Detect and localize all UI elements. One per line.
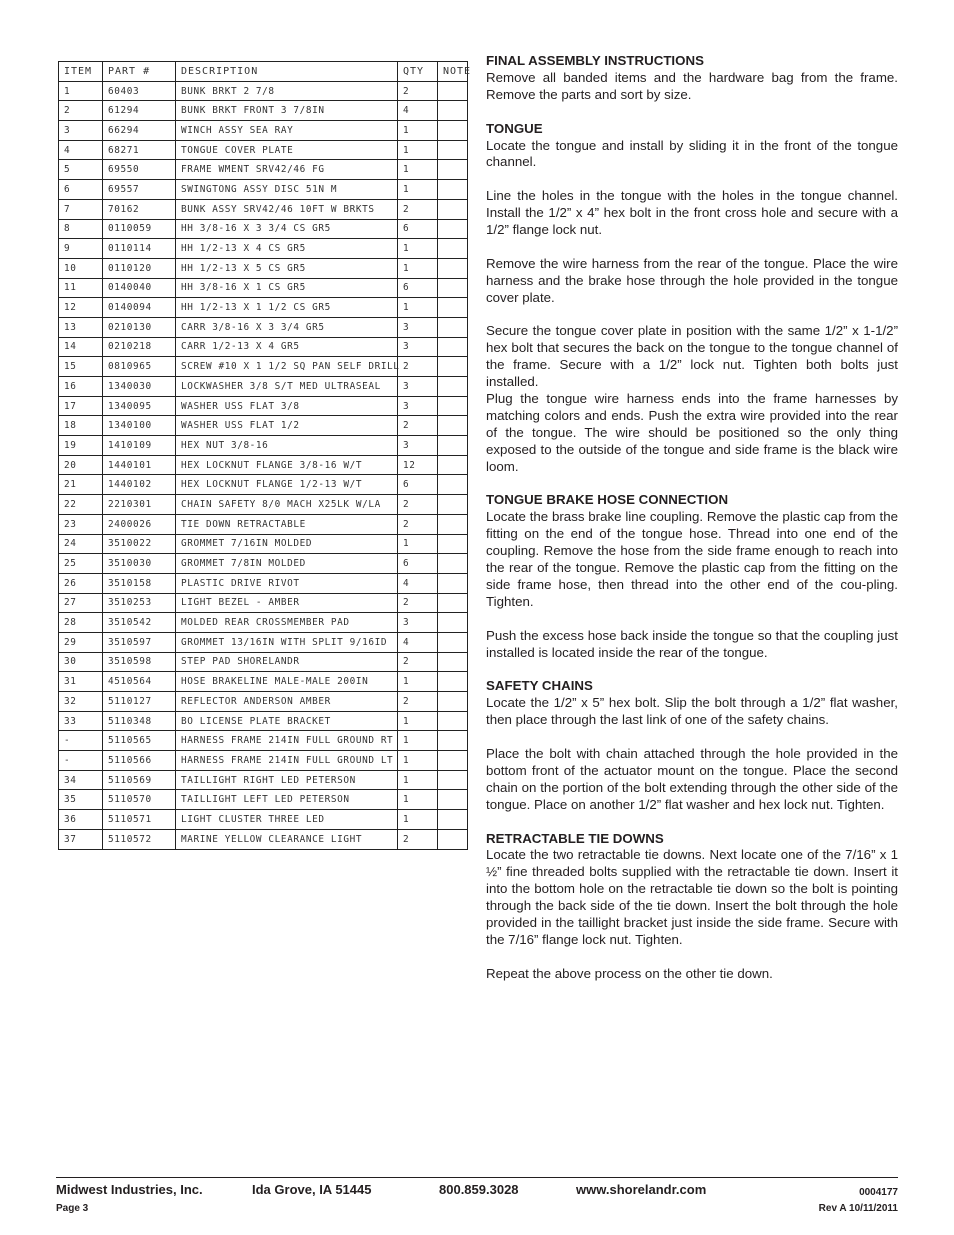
cell-part-number: 3510030 [103, 554, 176, 574]
cell-item: 10 [59, 258, 103, 278]
brake-hose-heading: TONGUE BRAKE HOSE CONNECTION [486, 492, 729, 508]
cell-item: 14 [59, 337, 103, 357]
table-row [59, 751, 468, 771]
cell-part-number: 69557 [103, 180, 176, 200]
table-row [59, 554, 468, 574]
cell-part-number: 0810965 [103, 357, 176, 377]
tongue-heading: TONGUE [486, 120, 543, 136]
cell-description: BUNK ASSY SRV42/46 10FT W BRKTS [176, 199, 398, 219]
cell-qty: 2 [398, 495, 438, 515]
final-assembly-heading: FINAL ASSEMBLY INSTRUCTIONS [486, 53, 704, 68]
table-row [59, 573, 468, 593]
cell-qty: 1 [398, 731, 438, 751]
table-row [59, 278, 468, 298]
cell-qty: 1 [398, 770, 438, 790]
cell-item: 21 [59, 475, 103, 495]
cell-description: HH 1/2-13 X 4 CS GR5 [176, 239, 398, 259]
cell-part-number: 70162 [103, 199, 176, 219]
cell-part-number: 68271 [103, 140, 176, 160]
cell-note [438, 81, 468, 101]
cell-item: 24 [59, 534, 103, 554]
table-row [59, 317, 468, 337]
cell-item: 1 [59, 81, 103, 101]
cell-qty: 2 [398, 357, 438, 377]
cell-description: FRAME WMENT SRV42/46 FG [176, 160, 398, 180]
cell-note [438, 711, 468, 731]
cell-item: 8 [59, 219, 103, 239]
table-row [59, 534, 468, 554]
cell-qty: 2 [398, 829, 438, 849]
table-row [59, 416, 468, 436]
cell-part-number: 0110059 [103, 219, 176, 239]
table-row [59, 121, 468, 141]
cell-qty: 6 [398, 278, 438, 298]
cell-qty: 1 [398, 121, 438, 141]
cell-note [438, 554, 468, 574]
cell-item: 35 [59, 790, 103, 810]
table-row [59, 810, 468, 830]
table-row [59, 377, 468, 397]
cell-note [438, 160, 468, 180]
cell-note [438, 258, 468, 278]
cell-qty: 1 [398, 711, 438, 731]
cell-description: MARINE YELLOW CLEARANCE LIGHT [176, 829, 398, 849]
cell-qty: 1 [398, 140, 438, 160]
cell-note [438, 219, 468, 239]
cell-description: LOCKWASHER 3/8 S/T MED ULTRASEAL [176, 377, 398, 397]
cell-part-number: 5110569 [103, 770, 176, 790]
cell-part-number: 0140040 [103, 278, 176, 298]
cell-qty: 6 [398, 219, 438, 239]
footer-city: Ida Grove, IA 51445 [252, 1182, 372, 1197]
footer-page-number: Page 3 [56, 1203, 89, 1214]
table-row [59, 652, 468, 672]
cell-note [438, 495, 468, 515]
cell-qty: 3 [398, 613, 438, 633]
cell-part-number: 5110348 [103, 711, 176, 731]
cell-part-number: 60403 [103, 81, 176, 101]
cell-note [438, 632, 468, 652]
cell-description: BUNK BRKT FRONT 3 7/8IN [176, 101, 398, 121]
cell-item: 28 [59, 613, 103, 633]
header-part-number: PART # [103, 62, 176, 82]
footer-website: www.shorelandr.com [576, 1182, 707, 1197]
cell-description: GROMMET 7/8IN MOLDED [176, 554, 398, 574]
cell-qty: 3 [398, 377, 438, 397]
cell-description: SWINGTONG ASSY DISC 51N M [176, 180, 398, 200]
cell-part-number: 1440101 [103, 455, 176, 475]
cell-note [438, 672, 468, 692]
cell-item: 33 [59, 711, 103, 731]
footer-phone: 800.859.3028 [439, 1182, 519, 1197]
tie-downs-paragraph-2: Repeat the above process on the other tie down. [486, 965, 773, 981]
cell-qty: 2 [398, 593, 438, 613]
cell-part-number: 0210130 [103, 317, 176, 337]
cell-item: 2 [59, 101, 103, 121]
cell-part-number: 1340030 [103, 377, 176, 397]
cell-part-number: 1440102 [103, 475, 176, 495]
tongue-paragraph-3: Remove the wire harness from the rear of the tongue. Place the wire harness and the brake hose through the hole provided in the tongue cover plate. [486, 255, 898, 305]
cell-item: 17 [59, 396, 103, 416]
table-row [59, 514, 468, 534]
cell-description: WASHER USS FLAT 3/8 [176, 396, 398, 416]
cell-description: SCREW #10 X 1 1/2 SQ PAN SELF DRILL [176, 357, 398, 377]
cell-description: WASHER USS FLAT 1/2 [176, 416, 398, 436]
table-row [59, 436, 468, 456]
cell-qty: 2 [398, 652, 438, 672]
cell-item: 5 [59, 160, 103, 180]
cell-note [438, 514, 468, 534]
cell-note [438, 396, 468, 416]
cell-part-number: 4510564 [103, 672, 176, 692]
cell-qty: 3 [398, 317, 438, 337]
cell-qty: 1 [398, 672, 438, 692]
cell-note [438, 573, 468, 593]
table-row [59, 455, 468, 475]
table-row [59, 475, 468, 495]
cell-item: 25 [59, 554, 103, 574]
cell-note [438, 751, 468, 771]
cell-description: TAILLIGHT RIGHT LED PETERSON [176, 770, 398, 790]
cell-item: 26 [59, 573, 103, 593]
cell-description: BO LICENSE PLATE BRACKET [176, 711, 398, 731]
table-row [59, 140, 468, 160]
footer-doc-number: 0004177 [859, 1187, 898, 1198]
cell-item: 12 [59, 298, 103, 318]
cell-note [438, 140, 468, 160]
table-row [59, 81, 468, 101]
cell-item: 34 [59, 770, 103, 790]
cell-description: TONGUE COVER PLATE [176, 140, 398, 160]
cell-item: 36 [59, 810, 103, 830]
cell-item: 23 [59, 514, 103, 534]
cell-note [438, 731, 468, 751]
brake-hose-paragraph-2: Push the excess hose back inside the tongue so that the coupling just installed is located inside the rear of the tongue. [486, 627, 898, 660]
footer-company: Midwest Industries, Inc. [56, 1182, 203, 1197]
tongue-paragraph-1: Locate the tongue and install by sliding it in the front of the tongue channel. [486, 137, 898, 170]
cell-qty: 1 [398, 298, 438, 318]
cell-qty: 4 [398, 632, 438, 652]
cell-qty: 1 [398, 258, 438, 278]
cell-part-number: 1340100 [103, 416, 176, 436]
table-row [59, 357, 468, 377]
cell-qty: 2 [398, 199, 438, 219]
cell-note [438, 475, 468, 495]
safety-chains-heading: SAFETY CHAINS [486, 678, 593, 694]
table-row [59, 632, 468, 652]
tie-downs-heading: RETRACTABLE TIE DOWNS [486, 830, 664, 846]
cell-part-number: 2400026 [103, 514, 176, 534]
cell-description: LIGHT CLUSTER THREE LED [176, 810, 398, 830]
cell-item: 7 [59, 199, 103, 219]
table-row [59, 239, 468, 259]
cell-note [438, 239, 468, 259]
cell-qty: 1 [398, 160, 438, 180]
cell-qty: 3 [398, 436, 438, 456]
cell-qty: 1 [398, 751, 438, 771]
cell-part-number: 0140094 [103, 298, 176, 318]
cell-note [438, 829, 468, 849]
cell-qty: 1 [398, 790, 438, 810]
cell-note [438, 593, 468, 613]
cell-note [438, 692, 468, 712]
cell-qty: 1 [398, 180, 438, 200]
cell-part-number: 2210301 [103, 495, 176, 515]
cell-qty: 12 [398, 455, 438, 475]
cell-description: HARNESS FRAME 214IN FULL GROUND RT [176, 731, 398, 751]
table-row [59, 495, 468, 515]
cell-description: PLASTIC DRIVE RIVOT [176, 573, 398, 593]
cell-description: LIGHT BEZEL - AMBER [176, 593, 398, 613]
cell-part-number: 61294 [103, 101, 176, 121]
parts-table [58, 61, 472, 850]
table-row [59, 298, 468, 318]
cell-part-number: 5110565 [103, 731, 176, 751]
cell-description: REFLECTOR ANDERSON AMBER [176, 692, 398, 712]
cell-description: TAILLIGHT LEFT LED PETERSON [176, 790, 398, 810]
cell-item: 29 [59, 632, 103, 652]
cell-item: 6 [59, 180, 103, 200]
cell-part-number: 5110566 [103, 751, 176, 771]
cell-part-number: 66294 [103, 121, 176, 141]
cell-qty: 6 [398, 554, 438, 574]
cell-note [438, 357, 468, 377]
cell-qty: 1 [398, 534, 438, 554]
cell-note [438, 810, 468, 830]
cell-description: HEX LOCKNUT FLANGE 1/2-13 W/T [176, 475, 398, 495]
cell-note [438, 770, 468, 790]
cell-note [438, 416, 468, 436]
table-row [59, 180, 468, 200]
cell-item: 37 [59, 829, 103, 849]
tongue-paragraph-2: Line the holes in the tongue with the holes in the tongue channel. Install the 1/2” x 4” hex bolt in the front cross hole and secure with a 1/2” flange lock nut. [486, 188, 898, 238]
header-description: DESCRIPTION [176, 62, 398, 82]
cell-item: 19 [59, 436, 103, 456]
footer-divider [56, 1177, 898, 1178]
cell-item: 3 [59, 121, 103, 141]
table-row [59, 219, 468, 239]
cell-part-number: 3510253 [103, 593, 176, 613]
table-row [59, 337, 468, 357]
cell-note [438, 455, 468, 475]
cell-qty: 2 [398, 416, 438, 436]
table-row [59, 731, 468, 751]
cell-item: 16 [59, 377, 103, 397]
header-note: NOTE [438, 62, 468, 82]
cell-description: GROMMET 7/16IN MOLDED [176, 534, 398, 554]
table-row [59, 672, 468, 692]
cell-description: HEX NUT 3/8-16 [176, 436, 398, 456]
cell-note [438, 652, 468, 672]
cell-part-number: 3510597 [103, 632, 176, 652]
cell-item: 30 [59, 652, 103, 672]
cell-part-number: 0210218 [103, 337, 176, 357]
cell-description: HH 3/8-16 X 3 3/4 CS GR5 [176, 219, 398, 239]
cell-qty: 1 [398, 810, 438, 830]
cell-item: 32 [59, 692, 103, 712]
cell-item: 4 [59, 140, 103, 160]
cell-item: 20 [59, 455, 103, 475]
table-row [59, 258, 468, 278]
cell-part-number: 3510022 [103, 534, 176, 554]
footer-revision: Rev A 10/11/2011 [818, 1203, 898, 1214]
cell-description: HH 1/2-13 X 1 1/2 CS GR5 [176, 298, 398, 318]
cell-item: 22 [59, 495, 103, 515]
cell-qty: 1 [398, 239, 438, 259]
cell-note [438, 298, 468, 318]
cell-description: WINCH ASSY SEA RAY [176, 121, 398, 141]
cell-part-number: 3510542 [103, 613, 176, 633]
cell-note [438, 180, 468, 200]
cell-note [438, 613, 468, 633]
cell-qty: 4 [398, 101, 438, 121]
cell-qty: 4 [398, 573, 438, 593]
cell-description: HH 3/8-16 X 1 CS GR5 [176, 278, 398, 298]
brake-hose-paragraph-1: Locate the brass brake line coupling. Remove the plastic cap from the fitting on the end of the tongue hose. Thread into one end of the coupling. Remove the hose from the side frame enough to reach into the rear of the tongue. Remove the plastic cap from the fitting on the side frame hose, then thread into the other end of the cou-pling. Tighten. [486, 509, 898, 609]
cell-note [438, 534, 468, 554]
cell-part-number: 5110572 [103, 829, 176, 849]
tie-downs-paragraph-1: Locate the two retractable tie downs. Next locate one of the 7/16” x 1 ½” fine threaded bolts supplied with the retractable tie down. Insert it into the bottom hole on the retractable tie down so the bolt is pointing through the back side of the tie down. Insert the bolt through the hole provided in the taillight bracket just inside the side frame. Secure with the 7/16” flange lock nut. Tighten. [486, 847, 898, 947]
cell-item: 31 [59, 672, 103, 692]
cell-part-number: 1340095 [103, 396, 176, 416]
cell-description: BUNK BRKT 2 7/8 [176, 81, 398, 101]
cell-part-number: 3510158 [103, 573, 176, 593]
table-row [59, 829, 468, 849]
cell-note [438, 317, 468, 337]
header-item: ITEM [59, 62, 103, 82]
cell-description: MOLDED REAR CROSSMEMBER PAD [176, 613, 398, 633]
instructions-column [486, 53, 898, 983]
cell-note [438, 790, 468, 810]
table-row [59, 396, 468, 416]
table-row [59, 160, 468, 180]
cell-qty: 2 [398, 514, 438, 534]
cell-description: HEX LOCKNUT FLANGE 3/8-16 W/T [176, 455, 398, 475]
parts-table-body [59, 81, 468, 849]
table-row [59, 613, 468, 633]
table-row [59, 770, 468, 790]
table-row [59, 711, 468, 731]
cell-part-number: 0110114 [103, 239, 176, 259]
cell-part-number: 5110570 [103, 790, 176, 810]
cell-part-number: 1410109 [103, 436, 176, 456]
tongue-paragraph-4: Secure the tongue cover plate in position with the same 1/2” x 1-1/2” hex bolt that secures the back on the tongue to the tongue channel of the frame. Secure with a 1/2” lock nut. Tighten both bolts just installed. [486, 323, 898, 390]
cell-note [438, 278, 468, 298]
cell-part-number: 5110571 [103, 810, 176, 830]
cell-item: 15 [59, 357, 103, 377]
tongue-paragraph-5: Plug the tongue wire harness ends into the frame harnesses by matching colors and ends. Push the extra wire provided into the rear of the tongue. The wire should be positioned so the only thing exposed to the outside of the tongue and side frame is the black wire loom. [486, 391, 898, 474]
cell-description: CARR 1/2-13 X 4 GR5 [176, 337, 398, 357]
cell-description: HH 1/2-13 X 5 CS GR5 [176, 258, 398, 278]
cell-description: CARR 3/8-16 X 3 3/4 GR5 [176, 317, 398, 337]
cell-description: TIE DOWN RETRACTABLE [176, 514, 398, 534]
cell-item: 9 [59, 239, 103, 259]
cell-note [438, 101, 468, 121]
table-header-row [59, 62, 468, 82]
cell-note [438, 436, 468, 456]
cell-description: STEP PAD SHORELANDR [176, 652, 398, 672]
cell-item: - [59, 731, 103, 751]
final-assembly-paragraph: Remove all banded items and the hardware bag from the frame. Remove the parts and sort by size. [486, 69, 898, 102]
header-qty: QTY [398, 62, 438, 82]
table-row [59, 199, 468, 219]
table-row [59, 593, 468, 613]
cell-part-number: 0110120 [103, 258, 176, 278]
cell-item: 11 [59, 278, 103, 298]
cell-qty: 3 [398, 337, 438, 357]
cell-part-number: 69550 [103, 160, 176, 180]
cell-item: 13 [59, 317, 103, 337]
cell-part-number: 3510598 [103, 652, 176, 672]
safety-chains-paragraph-1: Locate the 1/2” x 5” hex bolt. Slip the bolt through a 1/2” flat washer, then place through the last link of one of the safety chains. [486, 695, 898, 728]
cell-description: CHAIN SAFETY 8/0 MACH X25LK W/LA [176, 495, 398, 515]
cell-description: HARNESS FRAME 214IN FULL GROUND LT [176, 751, 398, 771]
table-row [59, 101, 468, 121]
cell-item: 27 [59, 593, 103, 613]
table-row [59, 692, 468, 712]
cell-note [438, 199, 468, 219]
safety-chains-paragraph-2: Place the bolt with chain attached through the hole provided in the bottom front of the actuator mount on the tongue. Place the second chain on the portion of the bolt extending through the other side of the tongue. Place on another 1/2” flat washer and hex lock nut. Tighten. [486, 746, 898, 812]
table-row [59, 790, 468, 810]
cell-note [438, 121, 468, 141]
cell-description: GROMMET 13/16IN WITH SPLIT 9/16ID [176, 632, 398, 652]
cell-part-number: 5110127 [103, 692, 176, 712]
cell-description: HOSE BRAKELINE MALE-MALE 200IN [176, 672, 398, 692]
cell-qty: 2 [398, 692, 438, 712]
cell-item: - [59, 751, 103, 771]
cell-qty: 6 [398, 475, 438, 495]
cell-note [438, 337, 468, 357]
cell-note [438, 377, 468, 397]
cell-item: 18 [59, 416, 103, 436]
cell-qty: 2 [398, 81, 438, 101]
cell-qty: 3 [398, 396, 438, 416]
